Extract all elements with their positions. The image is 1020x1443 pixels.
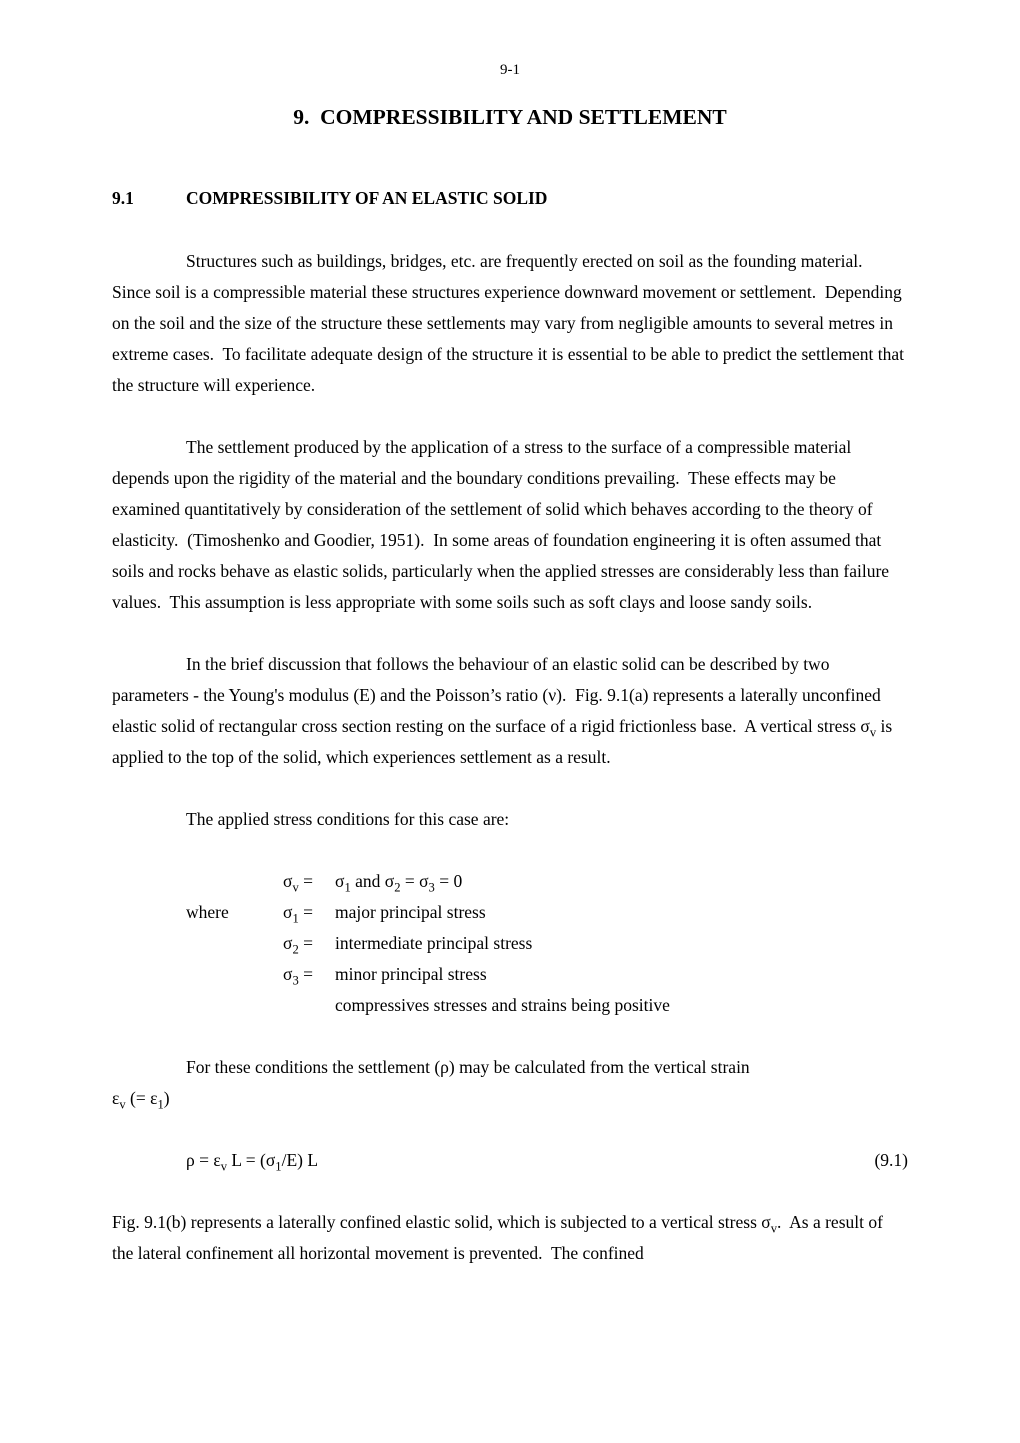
equation-row-sigma-3 <box>112 959 908 990</box>
equation-row-sigma-1 <box>112 897 908 928</box>
equation-rhs: compressives stresses and strains being positive <box>335 995 670 1015</box>
equation-where-label <box>112 990 283 1021</box>
section-title: COMPRESSIBILITY OF AN ELASTIC SOLID <box>186 188 548 208</box>
equation-rhs: major principal stress <box>335 902 486 922</box>
equation-lhs: $\sigma_1$ = <box>283 902 313 926</box>
paragraph-fig-9-1b: Fig. 9.1(b) represents a laterally confined elastic solid, which is subjected to a vertical stress $\sigma_v$. As a result of the lateral confinement all horizontal movement is prevented. The confined <box>112 1212 888 1263</box>
equation-where-label: where <box>186 902 229 922</box>
paragraph-applied-stress-intro: The applied stress conditions for this case are: <box>186 809 510 829</box>
equation-where-label <box>112 866 283 897</box>
paragraph-settlement-rigidity: The settlement produced by the application of a stress to the surface of a compressible material depends upon the rigidity of the material and the boundary conditions prevailing. These effects may be examined quantitatively by consideration of the settlement of solid which behaves according to the theory of elasticity. (Timoshenko and Goodier, 1951). In some areas of foundation engineering it is often assumed that soils and rocks behave as elastic solids, particularly when the applied stresses are considerably less than failure values. This assumption is less appropriate with some soils such as soft clays and loose sandy soils. <box>112 437 894 612</box>
equation-where-label <box>112 928 283 959</box>
paragraph-structures-settlement: Structures such as buildings, bridges, etc. are frequently erected on soil as the founding material. Since soil is a compressible material these structures experience downward movement or settlement. Depending on the soil and the size of the structure these settlements may vary from negligible amounts to several metres in extreme cases. To facilitate adequate design of the structure it is essential to be able to predict the settlement that the structure will experience. <box>112 251 909 395</box>
equation-rhs: intermediate principal stress <box>335 933 533 953</box>
paragraph-settlement-calculation: For these conditions the settlement (ρ) may be calculated from the vertical strain $\varepsilon_v$ (= $\varepsilon_1$) <box>112 1057 750 1112</box>
equation-row-sigma-v <box>112 866 908 897</box>
equation-9-1-expression: $\rho = \varepsilon_v$ $L = (\sigma_1/E)$ L <box>186 1150 319 1174</box>
page-title: 9. COMPRESSIBILITY AND SETTLEMENT <box>293 105 727 129</box>
equation-lhs <box>283 990 335 1021</box>
equation-rhs: minor principal stress <box>335 964 487 984</box>
equation-where-label <box>112 959 283 990</box>
equation-9-1 <box>112 1145 908 1176</box>
equation-lhs: $\sigma_3$ = <box>283 964 313 988</box>
paragraph-elastic-parameters: In the brief discussion that follows the behaviour of an elastic solid can be described by two parameters - the Young's modulus (E) and the Poisson’s ratio (ν). Fig. 9.1(a) represents a laterally unconfined elastic solid of rectangular cross section resting on the surface of a rigid frictionless base. A vertical stress $\sigma_v$ is applied to the top of the solid, which experiences settlement as a result. <box>112 654 897 767</box>
equation-lhs: $\sigma_2$ = <box>283 933 313 957</box>
section-number: 9.1 <box>112 188 134 208</box>
equation-9-1-number: (9.1) <box>874 1150 908 1170</box>
equation-rhs: $\sigma_1$ and $\sigma_2 = \sigma_3 = 0$ <box>335 871 463 895</box>
equation-row-sign-convention <box>112 990 908 1021</box>
equation-lhs: $\sigma_v$ = <box>283 871 313 895</box>
stress-conditions-block <box>112 866 908 1021</box>
equation-row-sigma-2 <box>112 928 908 959</box>
page-number: 9-1 <box>500 62 520 78</box>
section-heading <box>112 188 908 209</box>
